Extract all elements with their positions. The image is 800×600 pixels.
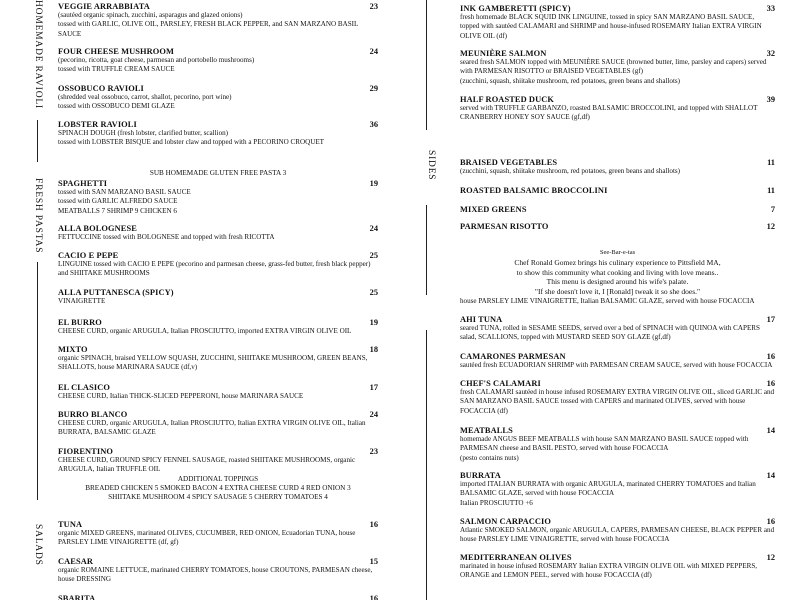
menu-item: [58, 594, 378, 600]
item-name: FOUR CHEESE MUSHROOM: [58, 47, 174, 56]
item-name: OSSOBUCO RAVIOLI: [58, 84, 144, 93]
menu-item: [58, 410, 378, 438]
item-price: 39: [766, 95, 775, 104]
item-price: 24: [369, 224, 378, 233]
menu-item: [460, 186, 775, 195]
item-description: fresh CALAMARI sautéed in house infused ROSEMARY EXTRA VIRGIN OLIVE OIL, sliced GARLIC and SAN MARZANO BASIL SAUCE tossed with CAPERS and marinated OLIVES, served with house FOCACCIA (df): [460, 388, 775, 415]
item-price: 14: [766, 426, 775, 435]
item-description: organic SPINACH, braised YELLOW SQUASH, ZUCCHINI, SHIITAKE MUSHROOM, GREEN BEANS, SHALLOTS, house MARINARA SAUCE (df,v): [58, 354, 368, 372]
item-name: CAMARONES PARMESAN: [460, 352, 566, 361]
item-name: MEDITERRANEAN OLIVES: [460, 553, 572, 562]
menu-item: [58, 179, 378, 216]
item-name: FIORENTINO: [58, 447, 113, 456]
item-description: CHEESE CURD, Italian THICK-SLICED PEPPERONI, house MARINARA SAUCE: [58, 392, 304, 400]
item-name: MIXED GREENS: [460, 205, 527, 214]
menu-item: [58, 345, 378, 373]
item-description: VINAIGRETTE: [58, 297, 106, 305]
gluten-free-note: SUB HOMEMADE GLUTEN FREE PASTA 3: [149, 169, 287, 177]
item-description: homemade ANGUS BEEF MEATBALLS with house SAN MARZANO BASIL SAUCE topped with PARMESAN cheese and BASIL PESTO, served with house FOCACCIA (pesto contains nuts): [460, 435, 749, 462]
item-price: 24: [369, 47, 378, 56]
item-name: SBARITA: [58, 594, 96, 600]
item-price: 12: [766, 553, 775, 562]
item-description: tossed with SAN MARZANO BASIL SAUCE tossed with GARLIC ALFREDO SAUCE MEATBALLS 7 SHRIMP 9 CHICKEN 6: [58, 188, 191, 215]
item-name: EL BURRO: [58, 318, 102, 327]
item-name: HALF ROASTED DUCK: [460, 95, 554, 104]
menu-item: [58, 251, 378, 279]
item-description: CHEESE CURD, organic ARUGULA, Italian PROSCIUTTO, imported EXTRA VIRGIN OLIVE OIL: [58, 327, 352, 335]
section-divider: [37, 262, 38, 500]
menu-item: [460, 553, 775, 581]
item-description: (zucchini, squash, shiitake mushroom, red potatoes, green beans and shallots): [460, 167, 681, 175]
toppings-line: BREADED CHICKEN 5 SMOKED BACON 4 EXTRA CHEESE CURD 4 RED ONION 3: [85, 484, 351, 492]
menu-item: [58, 47, 378, 75]
item-description: CHEESE CURD, GROUND SPICY FENNEL SAUSAGE, roasted SHIITAKE MUSHROOMS, organic ARUGULA, Italian TRUFFLE OIL: [58, 456, 356, 474]
item-price: 25: [369, 251, 378, 260]
section-label-fresh-pastas: FRESH PASTAS: [33, 178, 43, 254]
section-label-homemade-ravioli: HOMEMADE RAVIOLI: [33, 0, 43, 109]
item-name: MEUNIÈRE SALMON: [460, 49, 547, 58]
item-price: 17: [766, 315, 775, 324]
item-price: 16: [766, 517, 775, 526]
item-price: 15: [369, 557, 378, 566]
item-name: INK GAMBERETTI (SPICY): [460, 4, 571, 13]
item-name: ALLA BOLOGNESE: [58, 224, 137, 233]
item-name: BURRO BLANCO: [58, 410, 128, 419]
item-price: 32: [766, 49, 775, 58]
item-name: SALMON CARPACCIO: [460, 517, 552, 526]
menu-item: [58, 120, 378, 148]
item-price: 23: [369, 2, 378, 11]
menu-item: [58, 2, 378, 39]
item-price: 33: [766, 4, 775, 13]
item-price: 17: [369, 383, 378, 392]
item-description: fresh homemade BLACK SQUID INK LINGUINE, tossed in spicy SAN MARZANO BASIL SAUCE, topped with sautéed CALAMARI and SHRIMP and house-infused ROSEMARY Italian EXTRA VIRGIN OLIVE OIL (df): [460, 13, 762, 40]
item-name: LOBSTER RAVIOLI: [58, 120, 137, 129]
item-description: organic MIXED GREENS, marinated OLIVES, CUCUMBER, RED ONION, Ecuadorian TUNA, house PARSLEY LIME VINAIGRETTE (df, gf): [58, 529, 356, 547]
item-description: served with TRUFFLE GARBANZO, roasted BALSAMIC BROCCOLINI, and topped with SHALLOT CRANBERRY HONEY SOY SAUCE (gf,df): [460, 104, 758, 122]
item-price: 25: [369, 288, 378, 297]
item-price: 16: [766, 379, 775, 388]
item-description: sautéed fresh ECUADORIAN SHRIMP with PARMESAN CREAM SAUCE, served with house FOCACCIA: [460, 361, 773, 369]
item-name: ROASTED BALSAMIC BROCCOLINI: [460, 186, 608, 195]
section-label-sides: SIDES: [426, 150, 436, 181]
quote-line: "If she doesn't love it, I [Ronald] tweak it so she does.": [534, 287, 701, 297]
item-price: 14: [766, 471, 775, 480]
item-name: AHI TUNA: [460, 315, 503, 324]
item-price: 16: [369, 594, 378, 600]
item-name: BURRATA: [460, 471, 501, 480]
quote-line: to show this community what cooking and living with love means..: [516, 267, 719, 277]
menu-item: [460, 352, 775, 370]
section-label-salads: SALADS: [33, 524, 43, 566]
menu-item: [460, 95, 775, 123]
item-price: 16: [766, 352, 775, 361]
item-description: LINGUINE tossed with CACIO E PEPE (pecorino and parmesan cheese, grass-fed butter, fresh black pepper) and SHIITAKE MUSHROOMS: [58, 260, 371, 278]
item-price: 24: [369, 410, 378, 419]
item-description: organic ROMAINE LETTUCE, marinated CHERRY TOMATOES, house CROUTONS, PARMESAN cheese, house DRESSING: [58, 566, 373, 584]
item-name: BRAISED VEGETABLES: [460, 158, 558, 167]
item-price: 18: [369, 345, 378, 354]
quote-line: This menu is designed around his wife's palate.: [546, 277, 689, 287]
menu-item: [460, 158, 775, 176]
section-divider: [426, 0, 427, 130]
item-name: EL CLASICO: [58, 383, 110, 392]
item-description: Atlantic SMOKED SALMON, organic ARUGULA, CAPERS, PARMESAN CHEESE, BLACK PEPPER and house PARSLEY LIME VINAIGRETTE, served with house FOCACCIA: [460, 526, 775, 544]
item-price: 19: [369, 179, 378, 188]
menu-item: [58, 318, 378, 336]
item-description: SPINACH DOUGH (fresh lobster, clarified butter, scallion) tossed with LOBSTER BISQUE and lobster claw and topped with a PECORINO CROQUET: [58, 129, 324, 147]
item-description: CHEESE CURD, organic ARUGULA, Italian PROSCIUTTO, Italian EXTRA VIRGIN OLIVE OIL, Italian BURRATA, BALSAMIC GLAZE: [58, 419, 366, 437]
item-name: TUNA: [58, 520, 83, 529]
item-name: MEATBALLS: [460, 426, 513, 435]
menu-item: [58, 224, 378, 242]
menu-item: [460, 471, 775, 508]
item-name: SPAGHETTI: [58, 179, 108, 188]
item-name: CHEF'S CALAMARI: [460, 379, 541, 388]
menu-item: [460, 4, 775, 41]
menu-item: [58, 288, 378, 306]
item-description: FETTUCCINE tossed with BOLOGNESE and topped with fresh RICOTTA: [58, 233, 275, 241]
quote-line: Chef Ronald Gomez brings his culinary experience to Pittsfield MA,: [514, 257, 721, 267]
menu-item: [460, 49, 775, 86]
item-name: CACIO E PEPE: [58, 251, 119, 260]
item-description: seared fresh SALMON topped with MEUNIÈRE SAUCE (browned butter, lime, parsley and capers) served with PARMESAN RISOTTO or BRAISED VEGETABLES (gf) (zucchini, squash, shiitake mushroom, red potatoes, green beans and shallots): [460, 58, 767, 85]
menu-item: [58, 383, 378, 401]
item-description: marinated in house infused ROSEMARY Italian EXTRA VIRGIN OLIVE OIL with MIXED PEPPERS, ORANGE and LEMON PEEL, served with house FOCACCIA (df): [460, 562, 758, 580]
chef-quote: [460, 248, 775, 297]
menu-item: [58, 557, 378, 585]
menu-item: [58, 84, 378, 112]
partial-description: house PARSLEY LIME VINAIGRETTE, Italian BALSAMIC GLAZE, served with house FOCACCIA: [460, 297, 755, 305]
item-price: 11: [767, 186, 775, 195]
menu-item: [58, 520, 378, 548]
item-description: (sautéed organic spinach, zucchini, asparagus and glazed onions) tossed with GARLIC, OLIVE OIL, PARSLEY, FRESH BLACK PEPPER, and SAN MARZANO BASIL SAUCE: [58, 11, 359, 38]
toppings-title: ADDITIONAL TOPPINGS: [177, 475, 259, 483]
item-name: ALLA PUTTANESCA (SPICY): [58, 288, 174, 297]
item-name: PARMESAN RISOTTO: [460, 222, 549, 231]
item-description: (shredded veal ossobuco, carrot, shallot, pecorino, port wine) tossed with OSSOBUCO DEMI GLAZE: [58, 93, 232, 111]
menu-item: [460, 315, 775, 343]
item-price: 36: [369, 120, 378, 129]
item-description: seared TUNA, rolled in SESAME SEEDS, served over a bed of SPINACH with QUINOA with CAPERS salad, SCALLIONS, topped with MUSTARD SEED SOY GLAZE (gf,df): [460, 324, 760, 342]
item-description: imported ITALIAN BURRATA with organic ARUGULA, marinated CHERRY TOMATOES and Italian BALSAMIC GLAZE, served with house FOCACCIA Italian PROSCIUTTO +6: [460, 480, 756, 507]
section-divider: [426, 330, 427, 600]
section-divider: [37, 120, 38, 162]
item-price: 11: [767, 158, 775, 167]
item-price: 7: [770, 205, 775, 214]
item-name: CAESAR: [58, 557, 94, 566]
item-description: (pecorino, ricotta, goat cheese, parmesan and portobello mushrooms) tossed with TRUFFLE CREAM SAUCE: [58, 56, 255, 74]
item-price: 19: [369, 318, 378, 327]
quote-title: See-Bar-e-tas: [599, 249, 636, 256]
section-divider: [426, 205, 427, 295]
item-price: 29: [369, 84, 378, 93]
menu-item: [460, 517, 775, 545]
item-name: VEGGIE ARRABBIATA: [58, 2, 150, 11]
menu-item: [460, 222, 775, 231]
menu-item: [58, 447, 378, 475]
menu-item: [460, 205, 775, 214]
item-price: 23: [369, 447, 378, 456]
item-name: MIXTO: [58, 345, 88, 354]
menu-item: [460, 426, 775, 463]
toppings-line: SHIITAKE MUSHROOM 4 SPICY SAUSAGE 5 CHERRY TOMATOES 4: [108, 493, 328, 501]
item-price: 16: [369, 520, 378, 529]
menu-item: [460, 379, 775, 416]
item-price: 12: [766, 222, 775, 231]
